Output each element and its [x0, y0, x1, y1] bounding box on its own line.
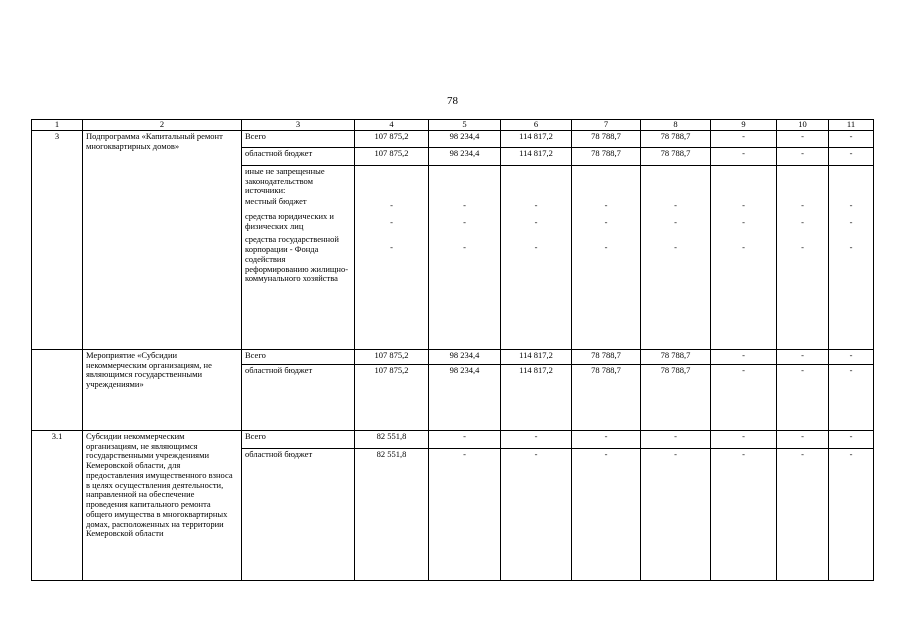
value-cell: 78 788,7	[572, 364, 641, 430]
value-cell: -	[711, 430, 777, 448]
value-cell: -	[463, 199, 466, 210]
value-cell: -	[742, 199, 745, 210]
value-column	[641, 165, 711, 349]
source-label: Всего	[242, 430, 355, 448]
value-cell: -	[849, 216, 853, 227]
value-cell: -	[777, 130, 829, 147]
other-sources-intro: иные не запрещенные законодательством источники:	[245, 165, 325, 196]
table-row	[32, 349, 874, 364]
value-cell: -	[849, 241, 853, 252]
value-column	[777, 165, 829, 349]
value-cell: 78 788,7	[641, 130, 711, 147]
value-cell: -	[534, 216, 538, 227]
value-cell: -	[777, 349, 829, 364]
value-cell: 78 788,7	[572, 349, 641, 364]
column-number: 2	[83, 120, 242, 131]
value-cell: -	[604, 199, 608, 210]
value-cell: -	[829, 430, 874, 448]
value-column	[355, 165, 429, 349]
value-cell: 107 875,2	[355, 364, 429, 430]
source-label: областной бюджет	[242, 147, 355, 165]
value-cell: -	[390, 216, 393, 227]
column-number: 5	[429, 120, 501, 131]
value-column	[829, 165, 874, 349]
value-cell: -	[829, 349, 874, 364]
value-cell: -	[463, 241, 466, 252]
value-cell: 114 817,2	[501, 147, 572, 165]
value-cell: 98 234,4	[429, 147, 501, 165]
value-cell: -	[742, 241, 745, 252]
value-cell: -	[534, 241, 538, 252]
other-sources-cell	[242, 165, 355, 349]
value-cell: -	[429, 430, 501, 448]
row-title: Субсидии некоммерческим организациям, не являющимся государственными учреждениями Кемеровской области, для предоставления имущественного взноса в целях осуществления деятельности, направленной на обеспечение проведения капитального ремонта общего имущества в многоквартирных домах, расположенных на территории Кемеровской области	[83, 430, 242, 580]
row-title: Мероприятие «Субсидии некоммерческим организациям, не являющимся государственными учреждениями»	[83, 349, 242, 430]
value-cell: -	[777, 448, 829, 580]
value-cell: 78 788,7	[641, 349, 711, 364]
column-number: 6	[501, 120, 572, 131]
value-cell: 98 234,4	[429, 349, 501, 364]
value-cell: -	[711, 130, 777, 147]
value-cell: -	[674, 241, 677, 252]
value-cell: -	[604, 216, 608, 227]
value-column	[501, 165, 572, 349]
column-number: 11	[829, 120, 874, 131]
value-cell: 107 875,2	[355, 349, 429, 364]
value-cell: -	[777, 364, 829, 430]
value-cell: -	[604, 241, 608, 252]
value-cell: -	[777, 147, 829, 165]
value-cell: -	[390, 199, 393, 210]
column-number: 1	[32, 120, 83, 131]
value-cell: -	[801, 199, 804, 210]
column-number: 10	[777, 120, 829, 131]
value-cell: -	[711, 364, 777, 430]
value-cell: 114 817,2	[501, 364, 572, 430]
value-cell: 82 551,8	[355, 430, 429, 448]
value-cell: -	[777, 430, 829, 448]
column-number: 3	[242, 120, 355, 131]
source-label: средства юридических и физических лиц	[245, 210, 334, 231]
value-column	[711, 165, 777, 349]
value-cell: 107 875,2	[355, 147, 429, 165]
value-cell: -	[711, 147, 777, 165]
value-cell: 82 551,8	[355, 448, 429, 580]
value-cell: -	[463, 216, 466, 227]
value-cell: -	[674, 199, 677, 210]
value-cell: 78 788,7	[572, 130, 641, 147]
source-label: областной бюджет	[242, 364, 355, 430]
value-cell: 114 817,2	[501, 130, 572, 147]
value-column	[572, 165, 641, 349]
value-cell: -	[711, 349, 777, 364]
column-number: 8	[641, 120, 711, 131]
value-cell: -	[641, 430, 711, 448]
source-label: областной бюджет	[242, 448, 355, 580]
row-title: Подпрограмма «Капитальный ремонт многоквартирных домов»	[83, 130, 242, 349]
value-cell: -	[849, 199, 853, 210]
page-number: 78	[447, 95, 458, 107]
column-number: 4	[355, 120, 429, 131]
row-number	[32, 349, 83, 430]
value-cell: -	[572, 448, 641, 580]
value-column	[429, 165, 501, 349]
value-cell: 114 817,2	[501, 349, 572, 364]
column-number-row	[32, 120, 874, 131]
value-cell: -	[641, 448, 711, 580]
source-label: средства государственной корпорации - Фонда содействия реформированию жилищно-коммунального хозяйства	[245, 234, 349, 284]
value-cell: 78 788,7	[572, 147, 641, 165]
row-number: 3	[32, 130, 83, 349]
value-cell: 98 234,4	[429, 364, 501, 430]
value-cell: -	[829, 130, 874, 147]
table-row	[32, 130, 874, 147]
value-cell: -	[801, 241, 804, 252]
value-cell: -	[829, 448, 874, 580]
value-cell: -	[501, 448, 572, 580]
value-cell: -	[390, 241, 393, 252]
row-number: 3.1	[32, 430, 83, 580]
value-cell: 78 788,7	[641, 364, 711, 430]
value-cell: -	[829, 147, 874, 165]
value-cell: -	[801, 216, 804, 227]
value-cell: -	[829, 364, 874, 430]
value-cell: -	[429, 448, 501, 580]
source-label: Всего	[242, 349, 355, 364]
value-cell: 78 788,7	[641, 147, 711, 165]
value-cell: -	[742, 216, 745, 227]
value-cell: -	[534, 199, 538, 210]
source-label: местный бюджет	[245, 196, 307, 207]
budget-table	[31, 119, 874, 581]
value-cell: -	[572, 430, 641, 448]
value-cell: -	[501, 430, 572, 448]
value-cell: -	[711, 448, 777, 580]
source-label: Всего	[242, 130, 355, 147]
value-cell: -	[674, 216, 677, 227]
value-cell: 107 875,2	[355, 130, 429, 147]
value-cell: 98 234,4	[429, 130, 501, 147]
column-number: 9	[711, 120, 777, 131]
column-number: 7	[572, 120, 641, 131]
table-row	[32, 430, 874, 448]
